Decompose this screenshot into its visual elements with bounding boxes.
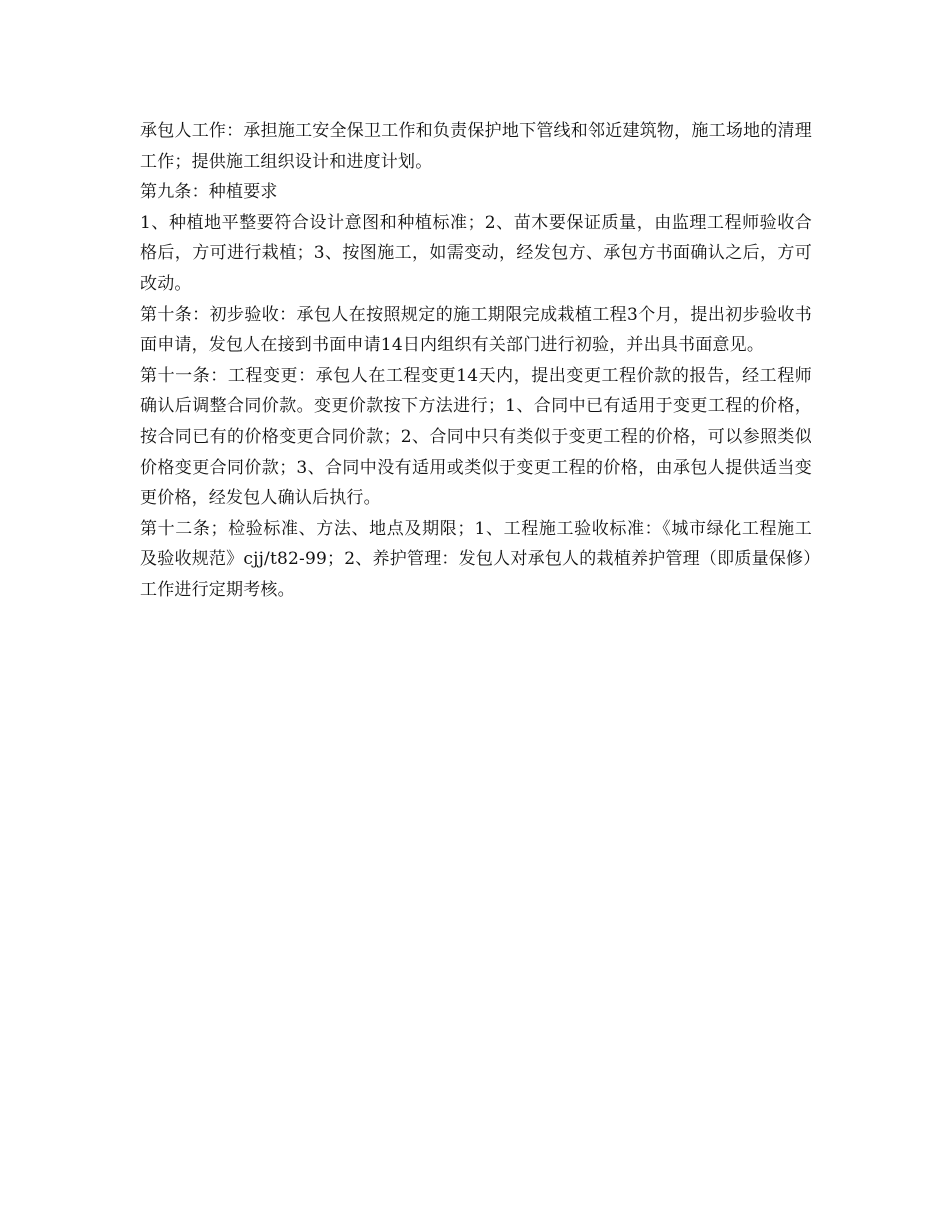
document-body <box>140 116 812 606</box>
paragraph-article-10-preliminary-acceptance: 第十条：初步验收：承包人在按照规定的施工期限完成栽植工程3个月，提出初步验收书面申请，发包人在接到书面申请14日内组织有关部门进行初验，并出具书面意见。 <box>140 304 812 356</box>
paragraph-article-12-inspection-standards: 第十二条；检验标准、方法、地点及期限；1、工程施工验收标准：《城市绿化工程施工及验收规范》cjj/t82-99；2、养护管理：发包人对承包人的栽植养护管理（即质量保修）工作进行定期考核。 <box>140 518 812 600</box>
paragraph-planting-requirements: 1、种植地平整要符合设计意图和种植标准；2、苗木要保证质量，由监理工程师验收合格后，方可进行栽植；3、按图施工，如需变动，经发包方、承包方书面确认之后，方可改动。 <box>140 212 812 294</box>
heading-article-9: 第九条：种植要求 <box>140 182 278 203</box>
paragraph-contractor-duties: 承包人工作：承担施工安全保卫工作和负责保护地下管线和邻近建筑物，施工场地的清理工作；提供施工组织设计和进度计划。 <box>140 121 812 172</box>
paragraph-article-11-engineering-change: 第十一条：工程变更：承包人在工程变更14天内，提出变更工程价款的报告，经工程师确认后调整合同价款。变更价款按下方法进行；1、合同中已有适用于变更工程的价格，按合同已有的价格变更合同价款；2、合同中只有类似于变更工程的价格，可以参照类似价格变更合同价款；3、合同中没有适用或类似于变更工程的价格，由承包人提供适当变更价格，经发包人确认后执行。 <box>140 365 812 509</box>
